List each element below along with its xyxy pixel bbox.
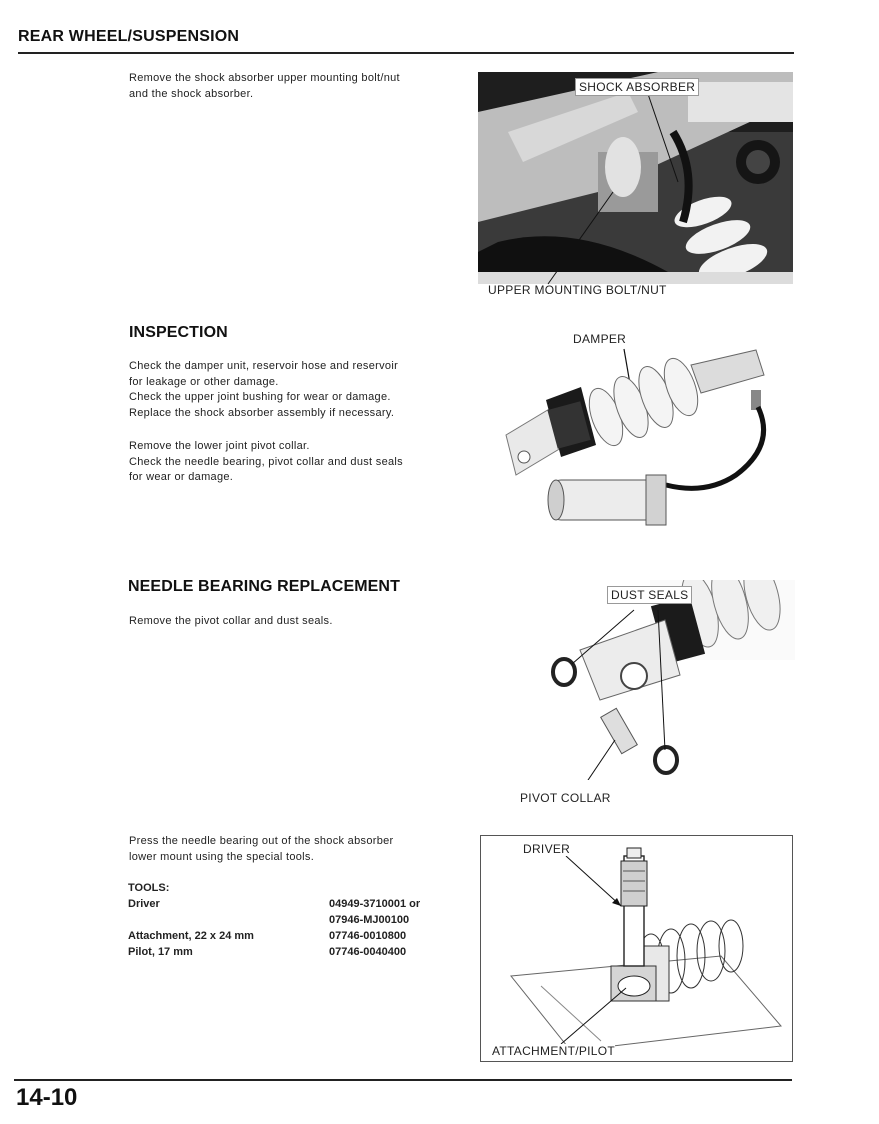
inspection-paragraph-1: Check the damper unit, reservoir hose and reservoir for leakage or other damage. Check the upper joint bushing for wear or damage. Replace the shock absorber assembly if necessary. [129,360,399,419]
dust-seals-label: DUST SEALS [607,586,692,604]
figure-1-leader-lines [478,72,793,297]
header-divider [18,52,794,54]
attachment-pilot-label: ATTACHMENT/PILOT [492,1044,616,1058]
inspection-paragraph-2: Remove the lower joint pivot collar. Check the needle bearing, pivot collar and dust seals for wear or damage. [129,440,403,483]
pivot-collar-label: PIVOT COLLAR [520,791,611,805]
tool-name-attachment: Attachment, 22 x 24 mm [128,930,254,942]
figure-damper-photo [496,345,796,535]
tools-heading: TOOLS: [128,882,170,894]
tool-number-attachment: 07746-0010800 [329,930,407,942]
inspection-heading: INSPECTION [129,324,228,341]
section-title: REAR WHEEL/SUSPENSION [18,28,240,45]
tool-number-pilot: 07746-0040400 [329,946,407,958]
needle-bearing-heading: NEEDLE BEARING REPLACEMENT [128,578,400,595]
tool-name-pilot: Pilot, 17 mm [128,946,193,958]
driver-label: DRIVER [523,842,571,856]
damper-label: DAMPER [573,332,627,346]
remove-shock-instruction: Remove the shock absorber upper mounting bolt/nut and the shock absorber. [129,72,400,100]
figure-driver-drawing [480,835,793,1062]
tool-name-driver: Driver [128,898,160,910]
press-bearing-instruction: Press the needle bearing out of the shock absorber lower mount using the special tools. [129,835,394,863]
remove-collar-instruction: Remove the pivot collar and dust seals. [129,615,333,627]
figure-dust-seals-photo [540,580,795,780]
tool-number-driver: 04949-3710001 or 07946-MJ00100 [329,898,421,926]
page-number: 14-10 [16,1084,78,1111]
footer-divider [14,1079,792,1081]
upper-mounting-bolt-label: UPPER MOUNTING BOLT/NUT [488,283,667,297]
shock-absorber-label: SHOCK ABSORBER [575,78,699,96]
